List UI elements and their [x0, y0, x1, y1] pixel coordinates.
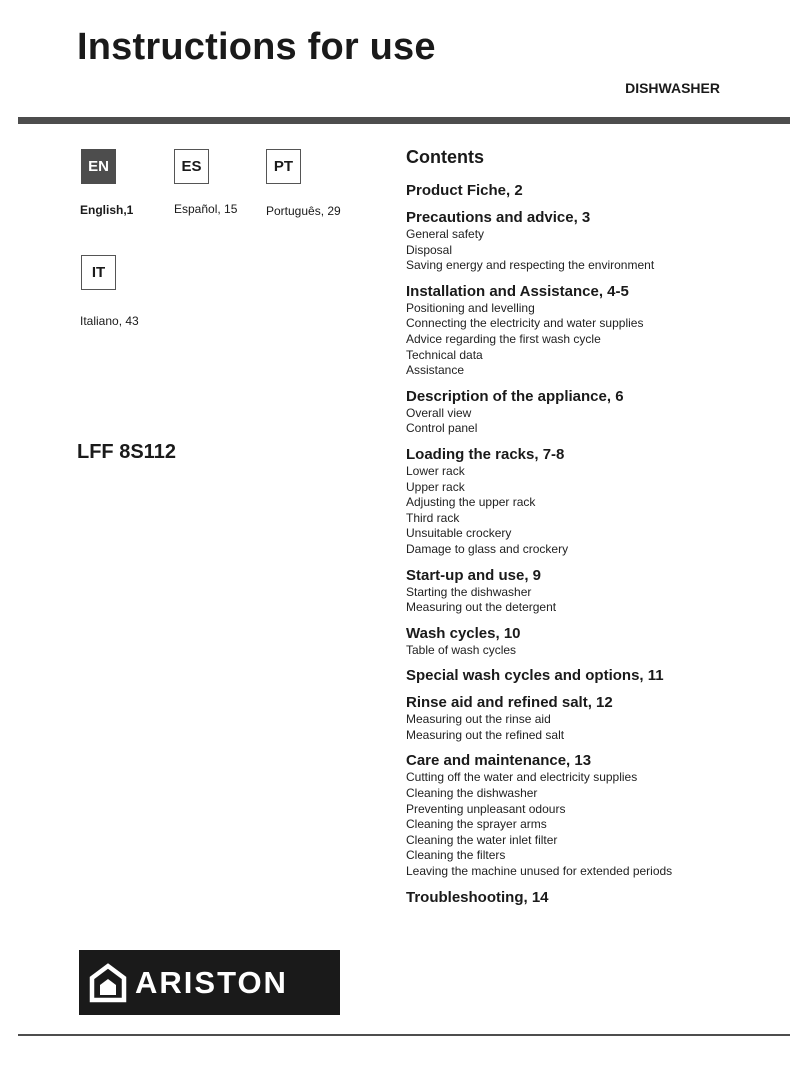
section-title[interactable]: Rinse aid and refined salt, 12	[406, 694, 613, 712]
language-code: EN	[88, 158, 109, 175]
contents-section	[406, 667, 786, 685]
section-title[interactable]: Precautions and advice, 3	[406, 209, 591, 226]
section-subitem[interactable]: Measuring out the rinse aid	[406, 712, 551, 727]
section-title[interactable]: Troubleshooting, 14	[406, 888, 549, 906]
contents-section	[406, 694, 786, 743]
section-subitem[interactable]: Connecting the electricity and water supplies	[406, 316, 644, 331]
language-box-es[interactable]	[174, 149, 209, 184]
section-title[interactable]: Start-up and use, 9	[406, 566, 542, 584]
language-code: IT	[91, 264, 106, 281]
language-label-en: English,1	[80, 203, 134, 217]
section-subitem[interactable]: Positioning and levelling	[406, 300, 535, 315]
contents-section	[406, 446, 786, 558]
model-number: LFF 8S112	[77, 441, 176, 463]
section-subitem[interactable]: Upper rack	[406, 479, 465, 494]
document-title: Instructions for use	[77, 26, 436, 68]
section-subitem[interactable]: Starting the dishwasher	[406, 584, 532, 599]
section-subitem[interactable]: Adjusting the upper rack	[406, 495, 536, 510]
section-subitem[interactable]: Damage to glass and crockery	[406, 541, 569, 556]
section-subitem[interactable]: Table of wash cycles	[406, 642, 517, 657]
section-subitem[interactable]: General safety	[406, 227, 485, 241]
section-subitem[interactable]: Measuring out the detergent	[406, 600, 557, 615]
section-subitem[interactable]: Assistance	[406, 363, 465, 378]
section-subitem[interactable]: Disposal	[406, 242, 453, 257]
section-subitem[interactable]: Cleaning the water inlet filter	[406, 832, 558, 847]
language-label-es: Español, 15	[174, 202, 238, 216]
language-box-en[interactable]	[81, 149, 116, 184]
language-box-it[interactable]	[81, 255, 116, 290]
contents-section	[406, 752, 786, 879]
section-subitem[interactable]: Preventing unpleasant odours	[406, 801, 566, 816]
bottom-rule	[18, 1034, 790, 1036]
section-subitem[interactable]: Lower rack	[406, 463, 465, 478]
section-subitem[interactable]: Cleaning the filters	[406, 848, 506, 863]
brand-name: ARISTON	[135, 964, 288, 1000]
section-title[interactable]: Product Fiche, 2	[406, 182, 523, 199]
section-subitem[interactable]: Measuring out the refined salt	[406, 727, 565, 742]
section-subitem[interactable]: Third rack	[406, 510, 460, 525]
language-label-pt: Português, 29	[266, 204, 341, 218]
contents-section	[406, 625, 786, 659]
language-code: PT	[273, 158, 294, 175]
section-title[interactable]: Description of the appliance, 6	[406, 387, 624, 405]
contents-section	[406, 209, 786, 274]
top-rule	[18, 117, 790, 124]
product-type: DISHWASHER	[625, 80, 720, 96]
section-subitem[interactable]: Cleaning the sprayer arms	[406, 817, 547, 832]
contents-section	[406, 567, 786, 616]
section-title[interactable]: Special wash cycles and options, 11	[406, 667, 664, 685]
house-logo-icon	[89, 963, 127, 1003]
contents-section	[406, 182, 786, 200]
section-subitem[interactable]: Leaving the machine unused for extended periods	[406, 864, 673, 879]
section-subitem[interactable]: Technical data	[406, 347, 483, 362]
language-box-pt[interactable]	[266, 149, 301, 184]
language-label-it: Italiano, 43	[80, 314, 139, 328]
contents-section	[406, 388, 786, 437]
contents-title: Contents	[406, 147, 484, 167]
table-of-contents	[406, 146, 786, 916]
section-subitem[interactable]: Unsuitable crockery	[406, 526, 512, 541]
section-title[interactable]: Loading the racks, 7-8	[406, 445, 565, 463]
contents-section	[406, 283, 786, 379]
section-subitem[interactable]: Advice regarding the first wash cycle	[406, 331, 601, 346]
language-code: ES	[181, 158, 202, 175]
contents-section	[406, 889, 786, 907]
section-subitem[interactable]: Cutting off the water and electricity supplies	[406, 770, 638, 785]
ariston-logo	[79, 950, 340, 1015]
section-title[interactable]: Wash cycles, 10	[406, 624, 521, 642]
section-subitem[interactable]: Cleaning the dishwasher	[406, 786, 538, 801]
section-title[interactable]: Installation and Assistance, 4-5	[406, 282, 629, 300]
section-subitem[interactable]: Saving energy and respecting the environment	[406, 258, 655, 273]
section-subitem[interactable]: Control panel	[406, 421, 478, 436]
section-title[interactable]: Care and maintenance, 13	[406, 752, 592, 770]
section-subitem[interactable]: Overall view	[406, 405, 472, 420]
